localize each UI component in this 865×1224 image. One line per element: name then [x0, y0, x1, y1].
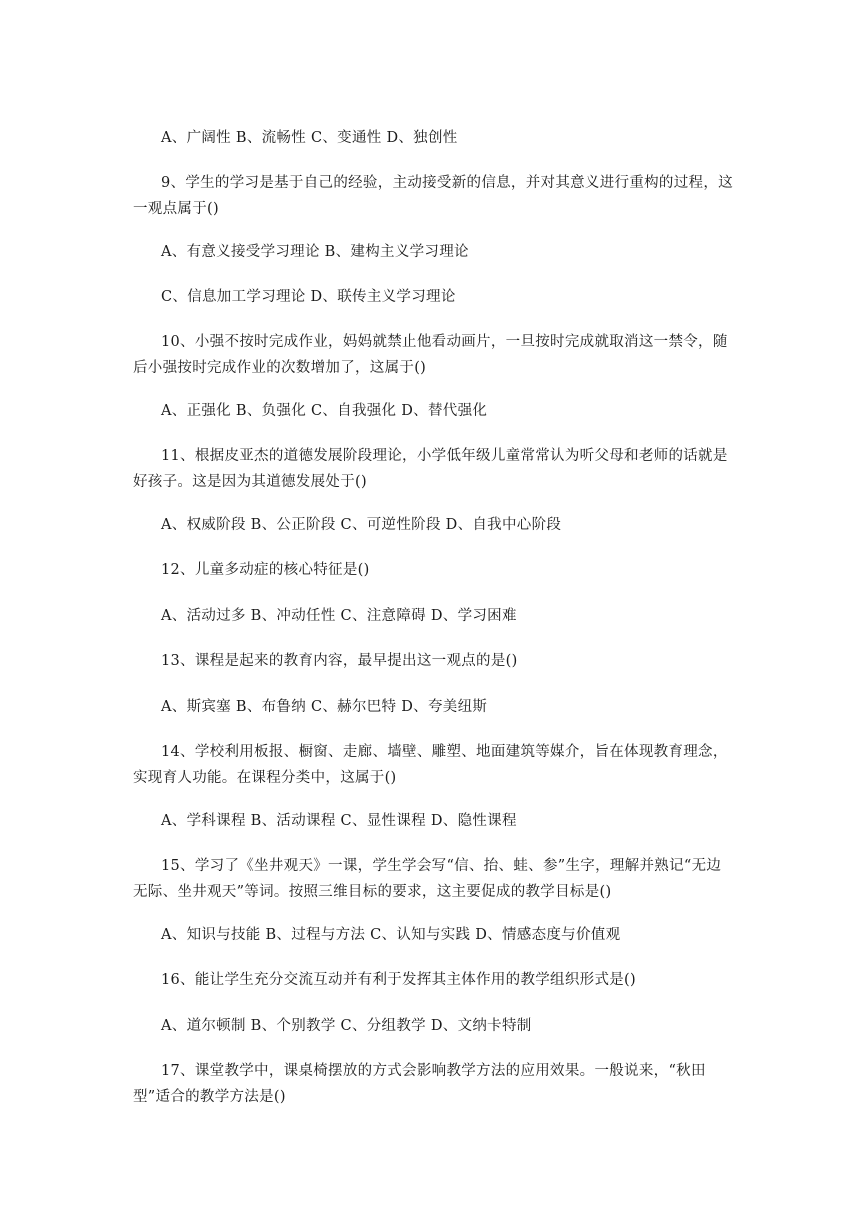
options-q14: A、学科课程 B、活动课程 C、显性课程 D、隐性课程: [161, 813, 517, 829]
question-11: 11、根据皮亚杰的道德发展阶段理论，小学低年级儿童常常认为听父母和老师的话就是好孩子。这是因为其道德发展处于(): [133, 448, 728, 490]
options-q8: A、广阔性 B、流畅性 C、变通性 D、独创性: [161, 130, 458, 146]
options-q9-ab: A、有意义接受学习理论 B、建构主义学习理论: [161, 244, 469, 260]
question-13: 13、课程是起来的教育内容，最早提出这一观点的是(): [161, 653, 518, 669]
question-15: 15、学习了《坐井观天》一课，学生学会写“信、抬、蛙、参”生字，理解并熟记“无边无际、坐井观天”等词。按照三维目标的要求，这主要促成的教学目标是(): [133, 858, 722, 900]
options-q15: A、知识与技能 B、过程与方法 C、认知与实践 D、情感态度与价值观: [161, 927, 621, 943]
options-q10: A、正强化 B、负强化 C、自我强化 D、替代强化: [161, 403, 488, 419]
options-q13: A、斯宾塞 B、布鲁纳 C、赫尔巴特 D、夸美纽斯: [161, 699, 488, 715]
options-q9-cd: C、信息加工学习理论 D、联传主义学习理论: [161, 289, 456, 305]
question-9: 9、学生的学习是基于自己的经验，主动接受新的信息，并对其意义进行重构的过程，这一观点属于(): [133, 175, 733, 217]
question-17: 17、课堂教学中，课桌椅摆放的方式会影响教学方法的应用效果。一般说来，“秋田型”适合的教学方法是(): [133, 1063, 706, 1105]
question-14: 14、学校利用板报、橱窗、走廊、墙壁、雕塑、地面建筑等媒介，旨在体现教育理念，实现育人功能。在课程分类中，这属于(): [133, 744, 728, 786]
options-q11: A、权威阶段 B、公正阶段 C、可逆性阶段 D、自我中心阶段: [161, 517, 562, 533]
question-12: 12、儿童多动症的核心特征是(): [161, 562, 370, 578]
options-q12: A、活动过多 B、冲动任性 C、注意障碍 D、学习困难: [161, 608, 517, 624]
question-16: 16、能让学生充分交流互动并有利于发挥其主体作用的教学组织形式是(): [161, 972, 636, 988]
question-10: 10、小强不按时完成作业，妈妈就禁止他看动画片，一旦按时完成就取消这一禁令，随后小强按时完成作业的次数增加了，这属于(): [133, 334, 728, 376]
options-q16: A、道尔顿制 B、个别教学 C、分组教学 D、文纳卡特制: [161, 1018, 532, 1034]
